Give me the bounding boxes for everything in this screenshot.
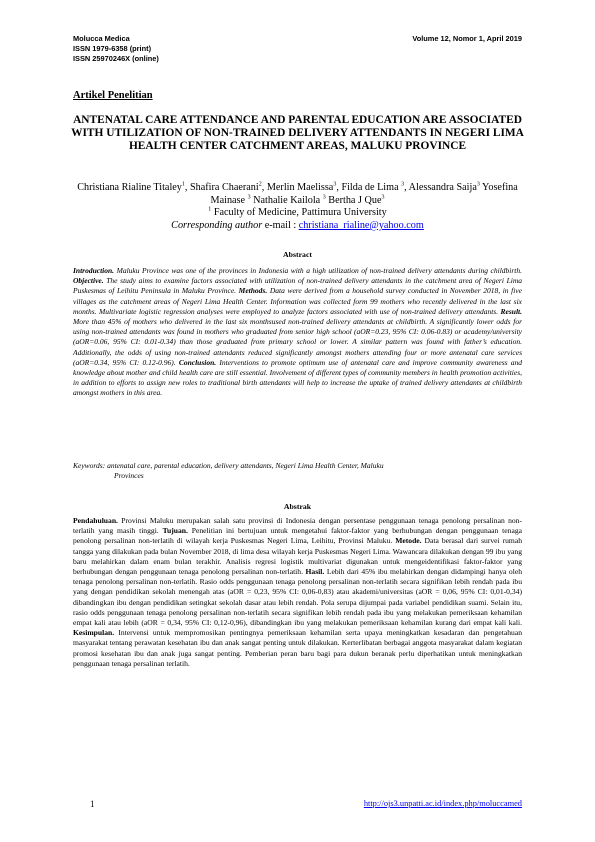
- abstract-heading: Abstract: [282, 250, 312, 259]
- abstract-body: Introduction. Maluku Province was one of the provinces in Indonesia with a high utilization of non-trained delivery attendants during childbirth. Objective. The study aims to examine factors associated with utilization of non-trained delivery attendants in the catchment area of Negeri Lima Puskesmas of Leihitu Peninsula in Maluku Province. Methods. Data were derived from a household survey conducted in November 2018, in five villages as the catchment areas of Negeri Lima Health Center. Information was collected form 99 mothers who recently delivered in the last six months. Multivariate logistic regression analyses were employed to analyze factors associated with use of non-trained delivery attendants. Result. More than 45% of mothers who delivered in the last six monthsused non-trained delivery attendants at childbirth. A significantly lower odds for using non-trained attendants was found in mothers who graduated from senior high school (aOR=0.23, 95% CI: 0.06-0.83) or academy/university (aOR=0.06, 95% CI: 0.01-0.34) than those graduated from primary school or lower. A similar pattern was found with father’s education. Additionally, the odds of using non-trained attendants reduced significantly amongst mothers attending four or more antenatal care services (aOR=0.34, 95% CI: 0.12-0.96). Conclusion. Interventions to promote optimum use of antenatal care and improve community awareness and knowledge about mother and child health care are still essential. Involvement of different types of community members in health promotion activities, in addition to efforts to assign new roles to traditional birth attendants will help to increase the uptake of trained delivery attendants at childbirth amongst mothers in this area.: [73, 266, 522, 398]
- journal-header: [73, 34, 159, 64]
- author-block: [60, 182, 535, 232]
- author-list: Christiana Rialine Titaley$^1$, Shafira Chaerani$^2$, Merlin Maelissa$^3$, Filda de Lima $^3$, Alessandra Saija$^3$ Yosefina Mainase $^3$ Nathalie Kailola $^3$ Bertha J Que$^3$: [77, 181, 518, 206]
- email-link[interactable]: christiana_rialine@yahoo.com: [298, 219, 424, 231]
- section-label: Artikel Penelitian: [73, 90, 153, 101]
- page-number: 1: [90, 799, 95, 809]
- abstrak-heading: Abstrak: [283, 502, 312, 511]
- volume-info: Volume 12, Nomor 1, April 2019: [412, 34, 522, 43]
- abstrak-body: Pendahuluan. Provinsi Maluku merupakan salah satu provinsi di Indonesia dengan persentase penggunaan tenaga penolong persalinan non-terlatih yang masih tinggi. Tujuan. Penelitian ini bertujuan untuk mengetahui faktor-faktor yang berhubungan dengan penggunaan tenaga penolong persalinan non-terlatih di wilayah kerja Puskesmas Negeri Lima, Leihitu, Provinsi Maluku. Metode. Data berasal dari survei rumah tangga yang dilakukan pada bulan November 2018, di lima desa wilayah kerja Puskesmas Negeri Lima. Wawancara dilakukan dengan 99 ibu yang baru melahirkan dalam enam bulan terakhir. Analisis regresi logistik multivariat digunakan untuk mengeidentifikasi faktor-faktor yang berhubungan dengan penggunaan tenaga penolong persalinan non-terlatih. Hasil. Lebih dari 45% ibu melahirkan dengan didampingi hanya oleh tenaga penolong persalinan non-terlatih. Rasio odds penggunaan tenaga penolong persalinan non-terlatih secara signifikan lebih rendah pada ibu yang dengan pendidikan sekolah menengah atas (aOR = 0,23, 95% CI: 0,06-0,83) atau akademi/universitas (aOR = 0,06, 95% CI: 0,01-0,34) dibandingkan ibu dengan pendidikan setingkat sekolah dasar atau lebih rendah. Pola serupa dijumpai pada variabel pendidikan suami. Selain itu, rasio odds penggunaan tenaga penolong persalinan non-terlatih secara signifikan lebih rendah pada ibu yang melakukan pemeriksaan kehamilan empat kali atau lebih (aOR = 0,34, 95% CI: 0,12-0,96), dibandingkan ibu yang melakukan pemeriksaan kehamilan kurang dari empat kali kali. Kesimpulan. Intervensi untuk mempromosikan pentingnya pemeriksaan kehamilan serta upaya meningkatkan kesadaran dan pengetahuan masyarakat tentang perawatan kesehatan ibu dan anak sangat penting untuk dilakukan. Kerterlibatan berbagai anggota masyarakat dalam kegiatan promosi kesehatan ibu dan anak juga sangat penting. Pemberian peran baru bagi para dukun beranak perlu diperhatikan untuk meningkatkan penggunaan tenaga persalinan terlatih.: [73, 516, 522, 668]
- issn-online: ISSN 25970246X (online): [73, 54, 159, 63]
- journal-url-link[interactable]: http://ojs3.unpatti.ac.id/index.php/moluccamed: [363, 799, 522, 808]
- journal-name: Molucca Medica: [73, 34, 130, 43]
- corresponding-author: Corresponding author e-mail : christiana_rialine@yahoo.com: [171, 219, 424, 231]
- affiliation: $^1$ Faculty of Medicine, Pattimura University: [208, 206, 387, 219]
- issn-print: ISSN 1979-6358 (print): [73, 44, 152, 53]
- paper-title: ANTENATAL CARE ATTENDANCE AND PARENTAL EDUCATION ARE ASSOCIATED WITH UTILIZATION OF NON-TRAINED DELIVERY ATTENDANTS IN NEGERI LIMA HEALTH CENTER CATCHMENT AREAS, MALUKU PROVINCE: [71, 114, 524, 152]
- keywords: Keywords: antenatal care, parental education, delivery attendants, Negeri Lima Health Center, Maluku Provinces: [73, 461, 384, 481]
